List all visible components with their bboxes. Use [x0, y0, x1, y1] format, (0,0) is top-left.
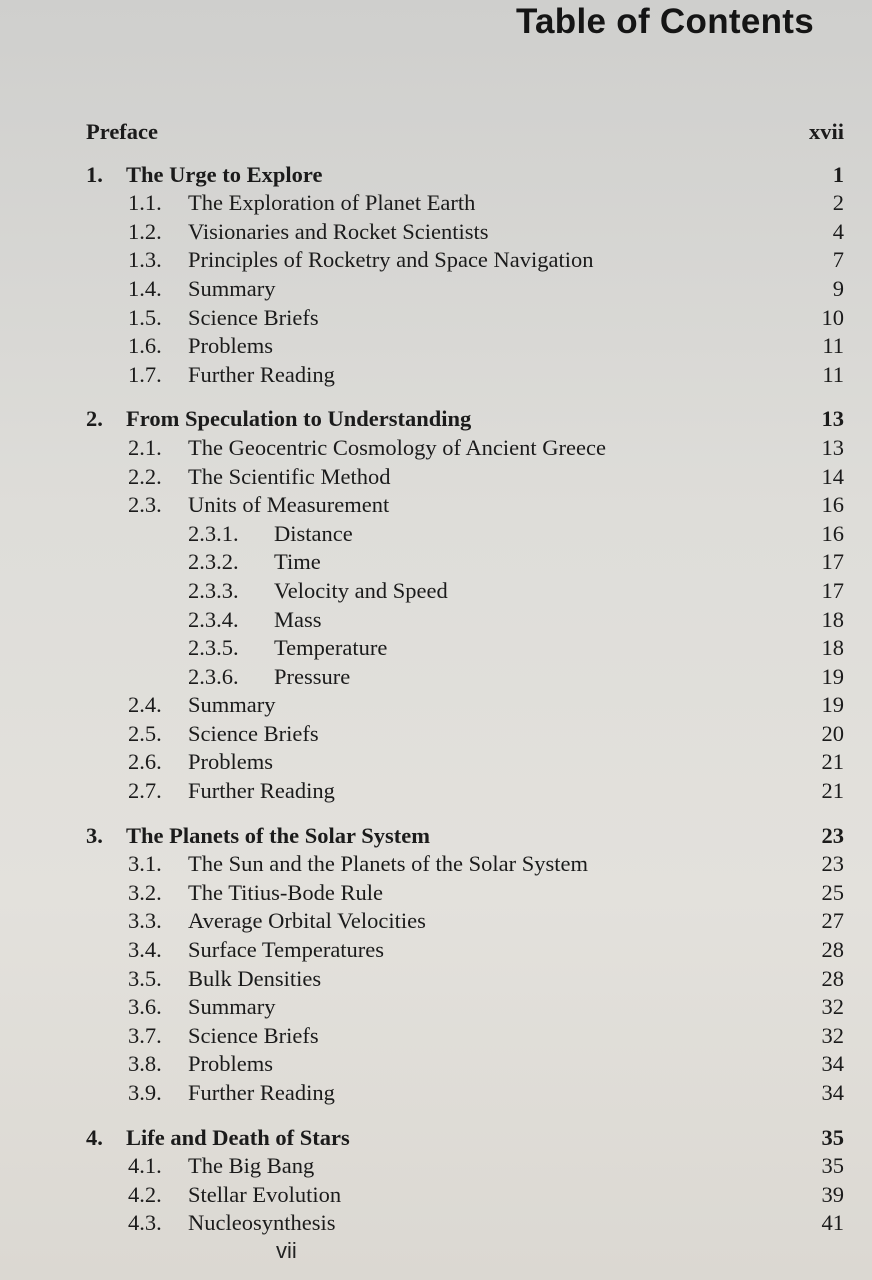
toc-section[interactable]: [86, 748, 844, 777]
toc-entry-number: 1.3.: [128, 247, 162, 273]
spacer: [86, 389, 844, 405]
toc-entry-title: Nucleosynthesis: [188, 1210, 336, 1236]
toc-section[interactable]: [86, 1209, 844, 1238]
toc-chapter[interactable]: [86, 1124, 844, 1153]
toc-entry-number: 3.1.: [128, 851, 162, 877]
toc-entry-page: 34: [821, 1051, 844, 1077]
toc-section[interactable]: [86, 1079, 844, 1108]
toc-entry-page: 9: [832, 275, 844, 301]
toc-entry-page: 11: [822, 333, 844, 359]
toc-entry-title: Time: [274, 549, 321, 575]
toc-entry-page: 14: [821, 463, 844, 489]
toc-entry-title: The Big Bang: [188, 1153, 315, 1179]
page-title: Table of Contents: [515, 2, 814, 41]
toc-entry-title: Visionaries and Rocket Scientists: [188, 218, 489, 244]
toc-entry-page: 34: [821, 1080, 844, 1105]
toc-entry-page: 23: [821, 851, 844, 877]
toc-entry-number: 2.3.2.: [188, 549, 239, 575]
toc-section[interactable]: [86, 304, 844, 333]
toc-entry-title: The Geocentric Cosmology of Ancient Greece: [188, 434, 606, 460]
toc-entry-page: xvii: [808, 119, 844, 144]
toc-section[interactable]: [86, 965, 844, 994]
toc-entry-title: The Titius-Bode Rule: [188, 879, 384, 905]
toc-entry-page: 10: [821, 304, 844, 330]
toc-entry-page: 20: [821, 720, 844, 746]
toc-entry-number: 3.: [86, 822, 103, 848]
toc-entry-number: 4.1.: [128, 1153, 162, 1179]
toc-entry-page: 4: [832, 218, 844, 244]
toc-subsection[interactable]: [86, 548, 844, 577]
toc-entry-title: Preface: [86, 119, 159, 144]
toc-entry-title: Science Briefs: [188, 304, 319, 330]
toc-entry-title: Summary: [188, 994, 276, 1020]
toc-entry-number: 1.2.: [128, 218, 162, 244]
toc-section[interactable]: [86, 1152, 844, 1181]
toc-entry-title: The Scientific Method: [188, 463, 391, 489]
toc-entry-number: 2.3.1.: [188, 520, 239, 546]
toc-chapter[interactable]: [86, 161, 844, 190]
toc-entry-title: Stellar Evolution: [188, 1181, 342, 1207]
toc-entry-number: 3.2.: [128, 879, 162, 905]
toc-section[interactable]: [86, 993, 844, 1022]
toc-entry-page: 35: [821, 1153, 844, 1179]
toc-entry-page: 32: [821, 994, 844, 1020]
toc-section[interactable]: [86, 1022, 844, 1051]
toc-entry-number: 2.3.5.: [188, 635, 239, 661]
toc-entry-number: 4.: [86, 1124, 103, 1150]
toc-entry-title: The Sun and the Planets of the Solar System: [188, 851, 588, 877]
toc-subsection[interactable]: [86, 520, 844, 549]
toc-entry-page: 41: [821, 1210, 844, 1236]
toc-entry-title: Problems: [188, 1051, 274, 1077]
toc-entry-number: 1.6.: [128, 333, 162, 359]
toc-entry-title: The Exploration of Planet Earth: [188, 190, 476, 216]
toc-entry-title: Distance: [274, 520, 353, 546]
toc-entry-page: 21: [821, 749, 844, 775]
toc-section[interactable]: [86, 332, 844, 361]
toc-chapter[interactable]: [86, 405, 844, 434]
toc-section[interactable]: [86, 850, 844, 879]
toc-entry-title: Summary: [188, 275, 276, 301]
spacer: [86, 147, 844, 161]
toc-entry-page: 21: [821, 778, 844, 804]
toc-subsection[interactable]: [86, 577, 844, 606]
toc-section[interactable]: [86, 491, 844, 520]
toc-section[interactable]: [86, 275, 844, 304]
toc-entry-title: Principles of Rocketry and Space Navigation: [188, 247, 594, 273]
toc-entry-page: 16: [821, 492, 844, 518]
toc-entry-title: From Speculation to Understanding: [126, 406, 472, 432]
toc-entry-number: 2.6.: [128, 749, 162, 775]
toc-entry-number: 3.9.: [128, 1080, 162, 1105]
toc-entry-number: 2.3.4.: [188, 606, 239, 632]
toc-entry-page: 19: [821, 692, 844, 718]
toc-entry-page: 17: [821, 549, 844, 575]
spacer: [86, 806, 844, 822]
toc-entry-number: 4.2.: [128, 1181, 162, 1207]
toc-entry-title: Further Reading: [188, 1080, 335, 1105]
toc-entry-title: Further Reading: [188, 778, 335, 804]
toc-entry-title: Problems: [188, 749, 274, 775]
toc-subsection[interactable]: [86, 663, 844, 692]
toc-entry-title: Science Briefs: [188, 720, 319, 746]
toc-entry-number: 2.2.: [128, 463, 162, 489]
toc-entry-page: 7: [832, 247, 844, 273]
toc-entry-title: Life and Death of Stars: [126, 1124, 350, 1150]
toc-entry-page: 19: [821, 663, 844, 689]
toc-entry-page: 32: [821, 1022, 844, 1048]
toc-entry-title: Mass: [274, 606, 322, 632]
toc-section[interactable]: [86, 936, 844, 965]
toc-entry-number: 2.3.: [128, 492, 162, 518]
toc-entry-preface[interactable]: [86, 118, 844, 147]
toc-entry-page: 35: [821, 1124, 844, 1150]
page-number: vii: [276, 1238, 297, 1263]
toc-entry-number: 2.: [86, 406, 103, 432]
toc-entry-page: 17: [821, 577, 844, 603]
toc-entry-page: 28: [821, 965, 844, 991]
toc-entry-page: 28: [821, 937, 844, 963]
table-of-contents: [86, 118, 844, 1238]
toc-entry-page: 25: [821, 879, 844, 905]
toc-entry-title: Science Briefs: [188, 1022, 319, 1048]
toc-entry-number: 1.1.: [128, 190, 162, 216]
toc-entry-number: 3.5.: [128, 965, 162, 991]
toc-entry-title: Temperature: [274, 635, 388, 661]
toc-entry-page: 23: [821, 822, 844, 848]
toc-entry-title: Bulk Densities: [188, 965, 322, 991]
toc-entry-page: 18: [821, 606, 844, 632]
toc-entry-title: Pressure: [274, 663, 351, 689]
toc-subsection[interactable]: [86, 634, 844, 663]
toc-section[interactable]: [86, 246, 844, 275]
toc-entry-page: 16: [821, 520, 844, 546]
toc-entry-title: Average Orbital Velocities: [188, 908, 426, 934]
toc-subsection[interactable]: [86, 606, 844, 635]
toc-entry-number: 3.7.: [128, 1022, 162, 1048]
toc-section[interactable]: [86, 361, 844, 390]
toc-entry-page: 18: [821, 635, 844, 661]
toc-section[interactable]: [86, 1181, 844, 1210]
toc-section[interactable]: [86, 691, 844, 720]
toc-section[interactable]: [86, 879, 844, 908]
toc-section[interactable]: [86, 463, 844, 492]
toc-entry-title: Velocity and Speed: [274, 577, 448, 603]
toc-entry-number: 3.4.: [128, 937, 162, 963]
toc-entry-title: Surface Temperatures: [188, 937, 385, 963]
toc-entry-page: 27: [821, 908, 844, 934]
toc-entry-number: 3.8.: [128, 1051, 162, 1077]
toc-entry-title: Problems: [188, 333, 274, 359]
toc-entry-number: 3.3.: [128, 908, 162, 934]
toc-entry-page: 13: [821, 406, 844, 432]
toc-entry-page: 39: [821, 1181, 844, 1207]
toc-section[interactable]: [86, 720, 844, 749]
toc-section[interactable]: [86, 777, 844, 806]
toc-entry-page: 1: [832, 161, 844, 187]
toc-entry-number: 2.7.: [128, 778, 162, 804]
toc-entry-title: Summary: [188, 692, 276, 718]
toc-entry-title: The Urge to Explore: [126, 161, 323, 187]
toc-entry-number: 2.3.3.: [188, 577, 239, 603]
toc-section[interactable]: [86, 218, 844, 247]
toc-entry-title: Units of Measurement: [188, 492, 390, 518]
toc-entry-number: 2.3.6.: [188, 663, 239, 689]
toc-section[interactable]: [86, 434, 844, 463]
toc-entry-page: 13: [821, 434, 844, 460]
toc-entry-title: The Planets of the Solar System: [126, 822, 430, 848]
toc-entry-number: 1.5.: [128, 304, 162, 330]
toc-entry-page: 2: [832, 190, 844, 216]
toc-entry-number: 2.4.: [128, 692, 162, 718]
toc-entry-number: 3.6.: [128, 994, 162, 1020]
toc-chapter[interactable]: [86, 822, 844, 851]
toc-section[interactable]: [86, 907, 844, 936]
toc-entry-number: 4.3.: [128, 1210, 162, 1236]
spacer: [86, 1108, 844, 1124]
toc-section[interactable]: [86, 189, 844, 218]
toc-section[interactable]: [86, 1050, 844, 1079]
toc-entry-number: 2.1.: [128, 434, 162, 460]
toc-entry-title: Further Reading: [188, 361, 335, 387]
toc-entry-number: 1.4.: [128, 275, 162, 301]
toc-entry-number: 2.5.: [128, 720, 162, 746]
toc-entry-page: 11: [822, 361, 844, 387]
toc-entry-number: 1.7.: [128, 361, 162, 387]
toc-entry-number: 1.: [86, 161, 103, 187]
